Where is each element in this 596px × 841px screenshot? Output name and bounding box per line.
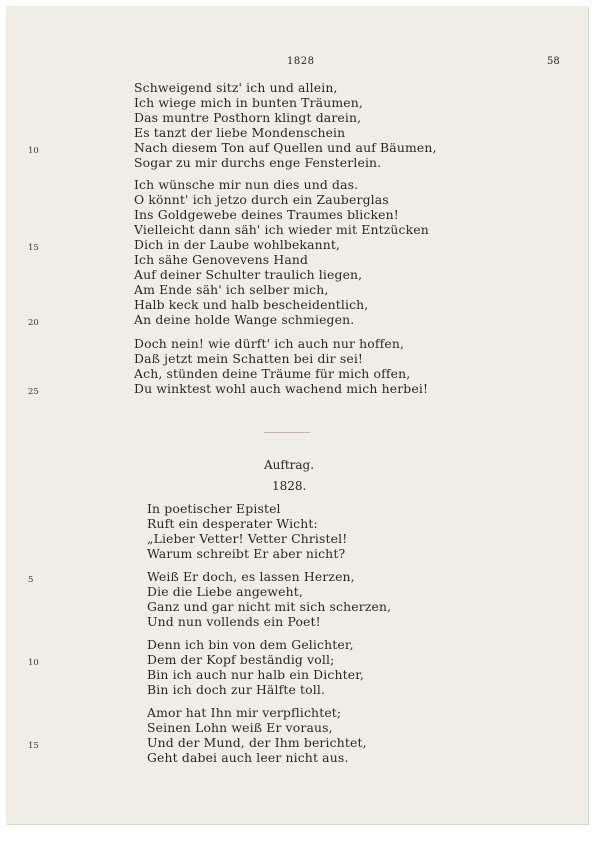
verse-line: O könnt' ich jetzo durch ein Zauberglas bbox=[134, 192, 389, 207]
verse-line: Dich in der Laube wohlbekannt, bbox=[134, 237, 341, 252]
poem-year: 1828. bbox=[272, 479, 307, 493]
verse-line: Ganz und gar nicht mit sich scherzen, bbox=[147, 599, 392, 614]
verse-line: Denn ich bin von dem Gelichter, bbox=[147, 637, 354, 652]
verse-line: Dem der Kopf beständig voll; bbox=[147, 652, 335, 667]
verse-line: Ruft ein desperater Wicht: bbox=[147, 516, 318, 531]
verse-line: Und nun vollends ein Poet! bbox=[147, 614, 321, 629]
verse-line: Halb keck und halb bescheidentlich, bbox=[134, 297, 369, 312]
verse-line: Seinen Lohn weiß Er voraus, bbox=[147, 720, 333, 735]
verse-line: Weiß Er doch, es lassen Herzen, bbox=[147, 569, 355, 584]
verse-line: „Lieber Vetter! Vetter Christel! bbox=[147, 531, 348, 546]
verse-line: Sogar zu mir durchs enge Fensterlein. bbox=[134, 155, 382, 170]
verse-line: Vielleicht dann säh' ich wieder mit Entzücken bbox=[134, 222, 429, 237]
verse-line: Amor hat Ihn mir verpflichtet; bbox=[147, 705, 342, 720]
verse-line: An deine holde Wange schmiegen. bbox=[134, 312, 355, 327]
verse-line: Du winktest wohl auch wachend mich herbei! bbox=[134, 381, 429, 396]
verse-line: Auf deiner Schulter traulich liegen, bbox=[134, 267, 363, 282]
verse-line: Ach, stünden deine Träume für mich offen, bbox=[134, 366, 411, 381]
page-number: 58 bbox=[547, 56, 560, 67]
verse-line: Bin ich auch nur halb ein Dichter, bbox=[147, 667, 364, 682]
verse-line: Daß jetzt mein Schatten bei dir sei! bbox=[134, 351, 364, 366]
verse-line: Ins Goldgewebe deines Traumes blicken! bbox=[134, 207, 399, 222]
verse-line: Geht dabei auch leer nicht aus. bbox=[147, 750, 349, 765]
line-number: 15 bbox=[28, 243, 39, 253]
line-number: 20 bbox=[28, 318, 39, 328]
verse-line: Ich sähe Genovevens Hand bbox=[134, 252, 309, 267]
verse-line: Am Ende säh' ich selber mich, bbox=[134, 282, 329, 297]
section-divider bbox=[264, 432, 310, 433]
verse-line: Es tanzt der liebe Mondenschein bbox=[134, 125, 346, 140]
verse-line: Nach diesem Ton auf Quellen und auf Bäumen, bbox=[134, 140, 437, 155]
line-number: 25 bbox=[28, 387, 39, 397]
line-number: 10 bbox=[28, 146, 39, 156]
verse-line: Ich wünsche mir nun dies und das. bbox=[134, 177, 359, 192]
verse-line: Das muntre Posthorn klingt darein, bbox=[134, 110, 362, 125]
verse-line: Ich wiege mich in bunten Träumen, bbox=[134, 95, 363, 110]
running-head-year: 1828 bbox=[287, 56, 315, 67]
verse-line: Und der Mund, der Ihm berichtet, bbox=[147, 735, 367, 750]
line-number: 5 bbox=[28, 575, 34, 585]
verse-line: Doch nein! wie dürft' ich auch nur hoffen, bbox=[134, 336, 405, 351]
verse-line: In poetischer Epistel bbox=[147, 501, 281, 516]
poem-title: Auftrag. bbox=[264, 458, 315, 472]
line-number: 15 bbox=[28, 741, 39, 751]
verse-line: Bin ich doch zur Hälfte toll. bbox=[147, 682, 326, 697]
verse-line: Schweigend sitz' ich und allein, bbox=[134, 80, 338, 95]
line-number: 10 bbox=[28, 658, 39, 668]
book-page bbox=[6, 6, 588, 824]
verse-line: Die die Liebe angeweht, bbox=[147, 584, 303, 599]
verse-line: Warum schreibt Er aber nicht? bbox=[147, 546, 346, 561]
